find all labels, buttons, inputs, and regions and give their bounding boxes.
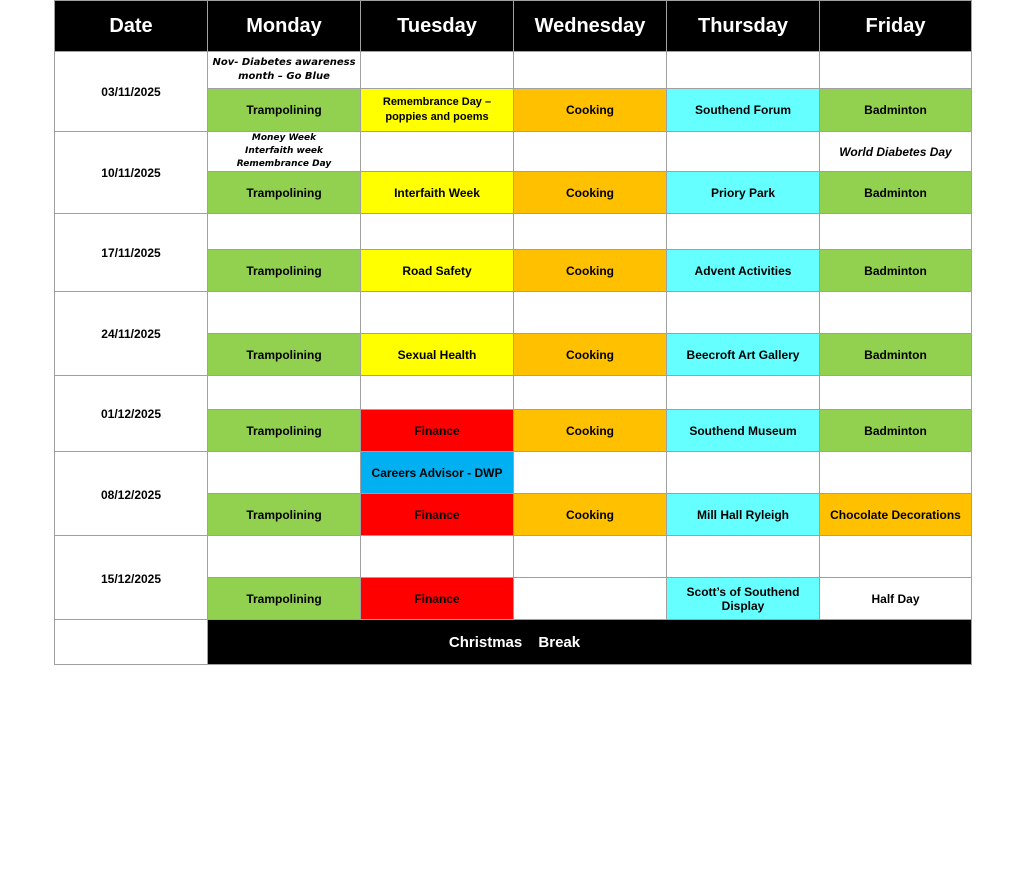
header-date: Date xyxy=(55,1,208,52)
tuesday-activity: Finance xyxy=(361,494,514,536)
week-4-note-row xyxy=(55,292,972,334)
empty-cell xyxy=(361,132,514,172)
empty-cell xyxy=(667,452,820,494)
empty-cell xyxy=(514,536,667,578)
wednesday-activity: Cooking xyxy=(514,89,667,132)
monday-activity: Trampolining xyxy=(208,578,361,620)
header-tuesday: Tuesday xyxy=(361,1,514,52)
friday-activity: Badminton xyxy=(820,250,972,292)
friday-note: World Diabetes Day xyxy=(820,132,972,172)
empty-cell xyxy=(667,376,820,410)
week-date: 15/12/2025 xyxy=(55,536,208,620)
week-5-note-row xyxy=(55,376,972,410)
wednesday-activity: Cooking xyxy=(514,250,667,292)
tuesday-activity: Finance xyxy=(361,578,514,620)
header-monday: Monday xyxy=(208,1,361,52)
christmas-break-row xyxy=(55,620,972,665)
tuesday-activity: Sexual Health xyxy=(361,334,514,376)
empty-cell xyxy=(208,536,361,578)
empty-cell xyxy=(820,376,972,410)
week-date: 01/12/2025 xyxy=(55,376,208,452)
monday-activity: Trampolining xyxy=(208,89,361,132)
week-date: 10/11/2025 xyxy=(55,132,208,214)
monday-note-line: Interfaith week xyxy=(244,146,324,156)
monday-note-line: Remembrance Day xyxy=(236,159,332,169)
tuesday-note: Careers Advisor - DWP xyxy=(361,452,514,494)
week-6-note-row xyxy=(55,452,972,494)
empty-cell xyxy=(514,452,667,494)
monday-activity: Trampolining xyxy=(208,410,361,452)
week-2-note-row xyxy=(55,132,972,172)
tuesday-activity: Remembrance Day – poppies and poems xyxy=(361,89,514,132)
thursday-activity: Advent Activities xyxy=(667,250,820,292)
empty-cell xyxy=(208,292,361,334)
friday-activity: Badminton xyxy=(820,334,972,376)
empty-cell xyxy=(514,292,667,334)
week-1-note-row xyxy=(55,52,972,89)
tuesday-activity: Road Safety xyxy=(361,250,514,292)
tuesday-activity: Interfaith Week xyxy=(361,172,514,214)
friday-activity: Chocolate Decorations xyxy=(820,494,972,536)
empty-cell xyxy=(361,536,514,578)
thursday-activity: Southend Forum xyxy=(667,89,820,132)
thursday-activity: Mill Hall Ryleigh xyxy=(667,494,820,536)
empty-cell xyxy=(55,620,208,665)
empty-cell xyxy=(208,452,361,494)
empty-cell xyxy=(667,292,820,334)
week-3-note-row xyxy=(55,214,972,250)
monday-note-list xyxy=(208,132,361,172)
monday-note-line: Money Week xyxy=(251,133,317,143)
week-date: 17/11/2025 xyxy=(55,214,208,292)
empty-cell xyxy=(514,578,667,620)
monday-activity: Trampolining xyxy=(208,250,361,292)
tuesday-activity: Finance xyxy=(361,410,514,452)
wednesday-activity: Cooking xyxy=(514,334,667,376)
empty-cell xyxy=(667,52,820,89)
empty-cell xyxy=(514,132,667,172)
monday-activity: Trampolining xyxy=(208,494,361,536)
monday-activity: Trampolining xyxy=(208,172,361,214)
empty-cell xyxy=(361,214,514,250)
empty-cell xyxy=(667,536,820,578)
wednesday-activity: Cooking xyxy=(514,172,667,214)
wednesday-activity: Cooking xyxy=(514,494,667,536)
week-date: 03/11/2025 xyxy=(55,52,208,132)
christmas-break-banner xyxy=(208,620,972,665)
thursday-activity: Beecroft Art Gallery xyxy=(667,334,820,376)
christmas-break-label: Christmas Break xyxy=(448,633,581,651)
empty-cell xyxy=(514,376,667,410)
week-date: 08/12/2025 xyxy=(55,452,208,536)
friday-activity: Badminton xyxy=(820,89,972,132)
empty-cell xyxy=(514,214,667,250)
empty-cell xyxy=(361,376,514,410)
empty-cell xyxy=(361,52,514,89)
wednesday-activity: Cooking xyxy=(514,410,667,452)
empty-cell xyxy=(667,132,820,172)
friday-activity: Half Day xyxy=(820,578,972,620)
empty-cell xyxy=(820,292,972,334)
empty-cell xyxy=(820,214,972,250)
empty-cell xyxy=(514,52,667,89)
week-7-note-row xyxy=(55,536,972,578)
empty-cell xyxy=(208,376,361,410)
thursday-activity: Priory Park xyxy=(667,172,820,214)
empty-cell xyxy=(820,536,972,578)
empty-cell xyxy=(820,52,972,89)
week-date: 24/11/2025 xyxy=(55,292,208,376)
thursday-activity: Southend Museum xyxy=(667,410,820,452)
monday-note: Nov- Diabetes awareness month – Go Blue xyxy=(208,52,361,89)
empty-cell xyxy=(361,292,514,334)
friday-activity: Badminton xyxy=(820,410,972,452)
monday-activity: Trampolining xyxy=(208,334,361,376)
empty-cell xyxy=(667,214,820,250)
header-friday: Friday xyxy=(820,1,972,52)
thursday-activity: Scott’s of Southend Display xyxy=(667,578,820,620)
timetable xyxy=(54,0,972,665)
header-thursday: Thursday xyxy=(667,1,820,52)
header-wednesday: Wednesday xyxy=(514,1,667,52)
empty-cell xyxy=(208,214,361,250)
empty-cell xyxy=(820,452,972,494)
header-row xyxy=(55,1,972,52)
friday-activity: Badminton xyxy=(820,172,972,214)
